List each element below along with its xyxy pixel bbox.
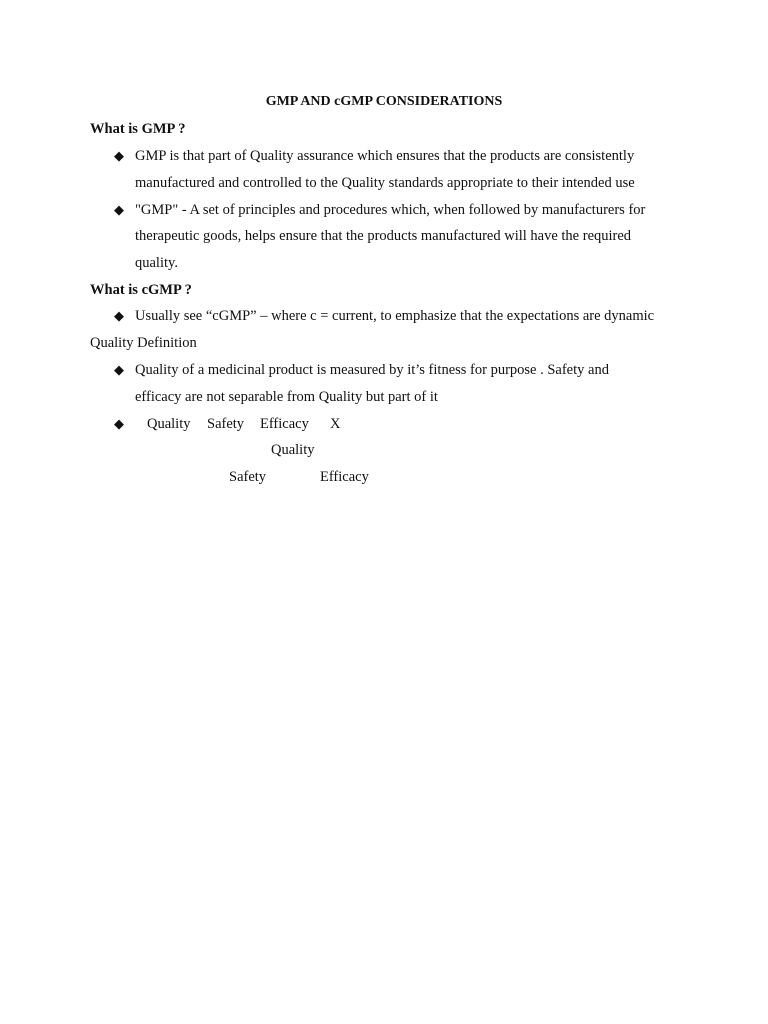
quality-row-safety: Safety [207, 416, 245, 432]
gmp-bullet-2-line-3: quality. [135, 255, 178, 271]
quality-row-x: X [330, 416, 341, 432]
gmp-bullet-2-line-1: "GMP" - A set of principles and procedures which, when followed by manufacturers for [135, 202, 646, 218]
heading-what-is-gmp: What is GMP ? [90, 121, 186, 137]
document-title: GMP AND cGMP CONSIDERATIONS [265, 94, 503, 109]
quality-bullet-1-line-2: efficacy are not separable from Quality but part of it [135, 389, 438, 405]
gmp-bullet-2-line-2: therapeutic goods, helps ensure that the products manufactured will have the required [135, 228, 632, 244]
diagram-label-efficacy: Efficacy [320, 469, 369, 485]
bullet-diamond-icon: ◆ [114, 362, 124, 377]
cgmp-bullet-1: Usually see “cGMP” – where c = current, to emphasize that the expectations are dynamic [135, 308, 655, 324]
heading-quality-definition: Quality Definition [90, 335, 197, 351]
diagram-label-quality: Quality [271, 442, 315, 458]
quality-row-quality: Quality [147, 416, 191, 432]
bullet-diamond-icon: ◆ [114, 416, 124, 431]
bullet-diamond-icon: ◆ [114, 148, 124, 163]
bullet-diamond-icon: ◆ [114, 202, 124, 217]
bullet-diamond-icon: ◆ [114, 308, 124, 323]
quality-row-efficacy: Efficacy [260, 416, 309, 432]
gmp-bullet-1-line-2: manufactured and controlled to the Quality standards appropriate to their intended use [135, 175, 635, 191]
quality-bullet-1-line-1: Quality of a medicinal product is measured by it’s fitness for purpose . Safety and [135, 362, 609, 378]
gmp-bullet-1-line-1: GMP is that part of Quality assurance which ensures that the products are consistently [135, 148, 635, 164]
heading-what-is-cgmp: What is cGMP ? [90, 282, 192, 298]
diagram-label-safety: Safety [229, 469, 267, 485]
